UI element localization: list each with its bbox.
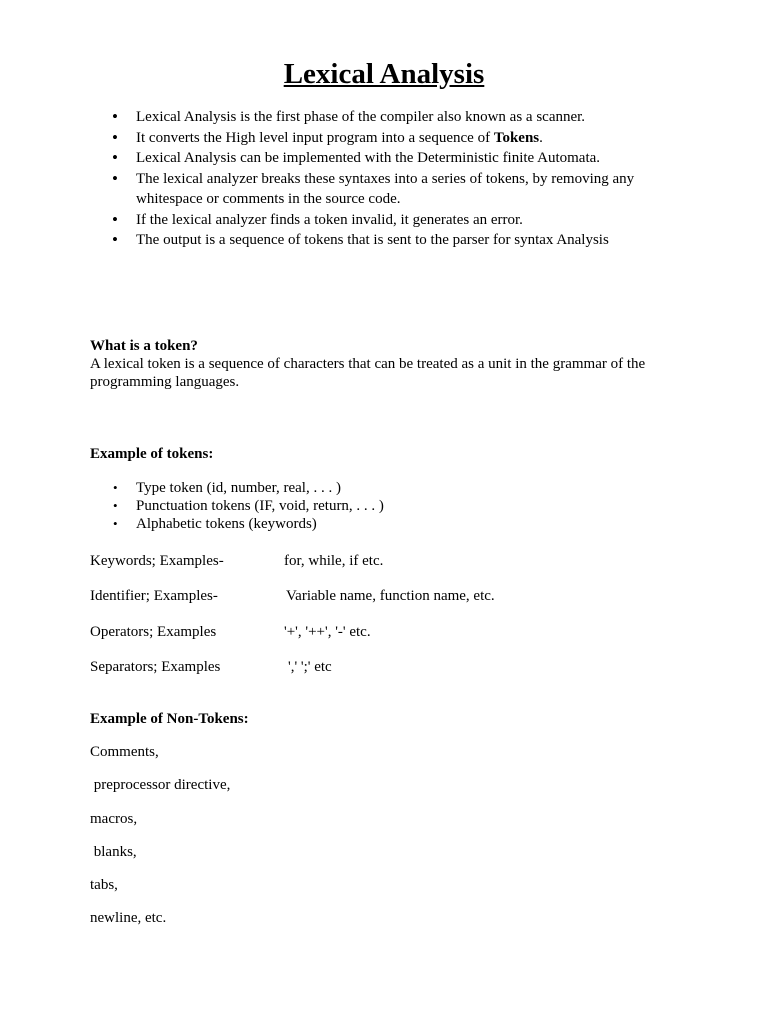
intro-bullet-item: • The lexical analyzer breaks these syntaxes into a series of tokens, by removing any whitespace or comments in the source code. [112, 169, 652, 210]
token-type-label: Operators; Examples [90, 624, 217, 640]
non-token-item: macros, [90, 811, 138, 827]
token-type-label: Identifier; Examples- [90, 588, 218, 604]
example-item: • Type token (id, number, real, . . . ) [112, 479, 384, 497]
example-item: • Alphabetic tokens (keywords) [112, 515, 384, 533]
examples-bullet-list [112, 479, 384, 533]
non-token-item: newline, etc. [90, 910, 167, 926]
token-definition: A lexical token is a sequence of characters that can be treated as a unit in the grammar of the programming languages. [90, 356, 646, 390]
non-token-item: tabs, [90, 877, 118, 893]
token-type-value: for, while, if etc. [284, 553, 384, 569]
example-item: • Punctuation tokens (IF, void, return, . . . ) [112, 497, 384, 515]
page-title: Lexical Analysis [283, 58, 485, 90]
intro-bullet-item: • It converts the High level input program into a sequence of Tokens. [112, 128, 652, 149]
intro-bullet-item: • The output is a sequence of tokens that is sent to the parser for syntax Analysis [112, 230, 652, 251]
non-token-item: preprocessor directive, [90, 777, 231, 793]
intro-bullet-item: • Lexical Analysis is the first phase of the compiler also known as a scanner. [112, 107, 652, 128]
intro-bullet-list [112, 107, 652, 251]
non-token-item: Comments, [90, 744, 159, 760]
tokens-emphasis: Tokens [493, 129, 540, 146]
intro-bullet-item: • If the lexical analyzer finds a token invalid, it generates an error. [112, 210, 652, 231]
intro-bullet-item: • Lexical Analysis can be implemented with the Deterministic finite Automata. [112, 148, 652, 169]
token-type-value: Variable name, function name, etc. [286, 588, 495, 604]
non-tokens-heading: Example of Non-Tokens: [90, 711, 249, 727]
token-type-label: Separators; Examples [90, 659, 221, 675]
non-token-item: blanks, [90, 844, 137, 860]
token-type-value: ',' ';' etc [288, 659, 332, 675]
token-type-label: Keywords; Examples- [90, 553, 224, 569]
token-heading: What is a token? [90, 338, 198, 354]
token-type-value: '+', '++', '-' etc. [284, 624, 371, 640]
examples-heading: Example of tokens: [90, 446, 214, 462]
